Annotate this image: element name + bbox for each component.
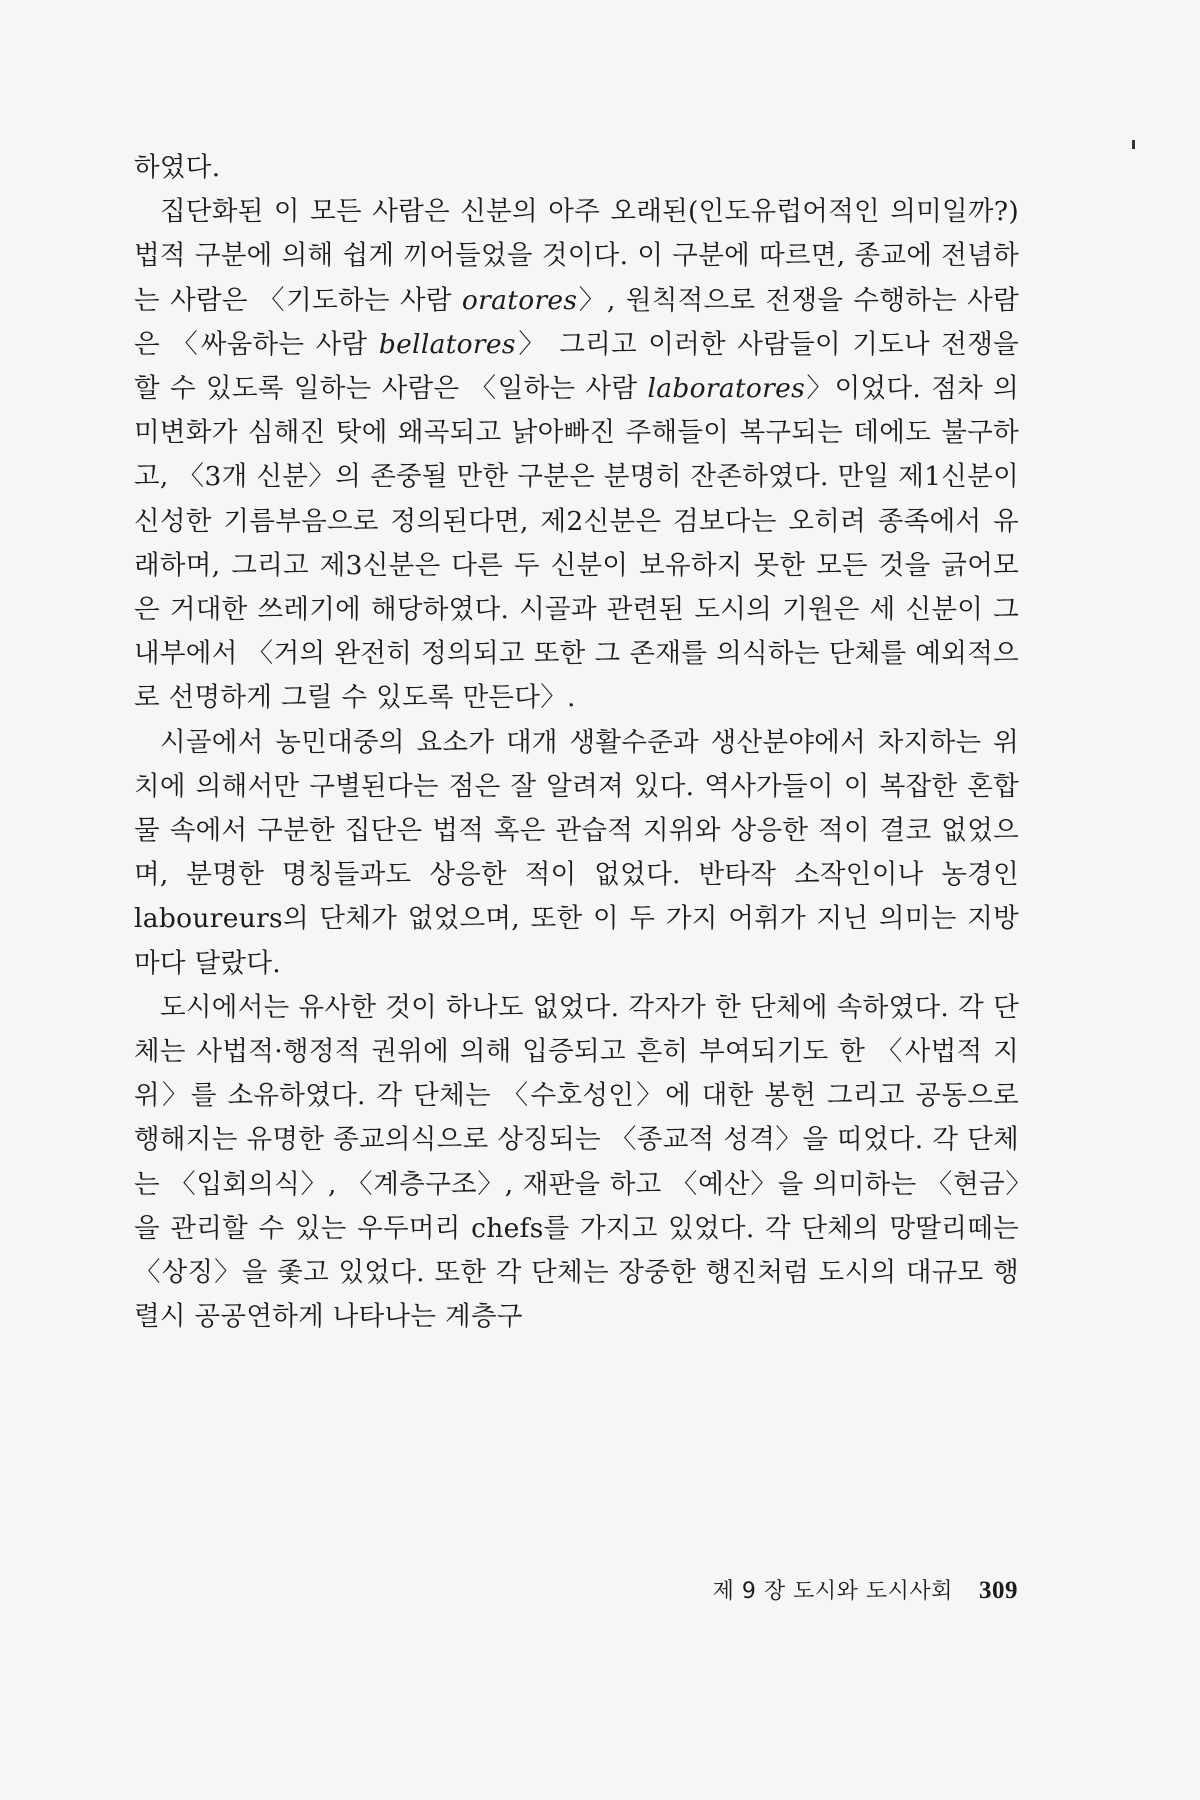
paragraph-1-text-b: 〉, 원칙적으로 전쟁을 수행하는 사람은 〈싸움하는 사람 [134, 284, 1019, 360]
paragraph-1-text-a: 집단화된 이 모든 사람은 신분의 아주 오래된(인도유럽어적인 의미일까?) 법적 구분에 의해 쉽게 끼어들었을 것이다. 이 구분에 따르면, 종교에 전념하는 사람은 〈기도하는 사람 [134, 196, 1019, 316]
latin-term-laboratores: laboratores [647, 373, 806, 405]
paragraph-1-text-c: 〉 그리고 이러한 사람들이 기도나 전쟁을 할 수 있도록 일하는 사람은 〈일하는 사람 [134, 328, 1020, 405]
margin-mark [1132, 140, 1135, 149]
page-footer [713, 1574, 1018, 1605]
body-text [134, 146, 1019, 1339]
latin-term-bellatores: bellatores [378, 328, 516, 360]
paragraph-continuation: 하였다. [134, 152, 221, 183]
paragraph-3: 도시에서는 유사한 것이 하나도 없었다. 각자가 한 단체에 속하였다. 각 단체는 사법적·행정적 권위에 의해 입증되고 흔히 부여되기도 한 〈사법적 지위〉를 소유하였다. 각 단체는 〈수호성인〉에 대한 봉헌 그리고 공동으로 행해지는 유명한 종교의식으로 상징되는 〈종교적 성격〉을 띠었다. 각 단체는 〈입회의식〉, 〈계층구조〉, 재판을 하고 〈예산〉을 의미하는 〈현금〉을 관리할 수 있는 우두머리 chefs를 가지고 있었다. 각 단체의 망딸리떼는 〈상징〉을 좇고 있었다. 또한 각 단체는 장중한 행진처럼 도시의 대규모 행렬시 공공연하게 나타나는 계층구 [134, 991, 1019, 1333]
paragraph-1 [134, 190, 1019, 720]
page-number: 309 [979, 1577, 1018, 1604]
running-footer-chapter: 제 9 장 도시와 도시사회 [712, 1579, 953, 1604]
paragraph-1-text-d: 〉이었다. 점차 의미변화가 심해진 탓에 왜곡되고 낡아빠진 주해들이 복구되는 데에도 불구하고, 〈3개 신분〉의 존중될 만한 구분은 분명히 잔존하였다. 만일 제1신분이 신성한 기름부음으로 정의된다면, 제2신분은 검보다는 오히려 종족에서 유래하며, 그리고 제3신분은 다른 두 신분이 보유하지 못한 모든 것을 긁어모은 거대한 쓰레기에 해당하였다. 시골과 관련된 도시의 기원은 세 신분이 그 내부에서 〈거의 완전히 정의되고 또한 그 존재를 의식하는 단체를 예외적으로 선명하게 그릴 수 있도록 만든다〉. [134, 373, 1020, 714]
latin-term-oratores: oratores [461, 284, 578, 316]
paragraph-2: 시골에서 농민대중의 요소가 대개 생활수준과 생산분야에서 차지하는 위치에 의해서만 구별된다는 점은 잘 알려져 있다. 역사가들이 이 복잡한 혼합물 속에서 구분한 집단은 법적 혹은 관습적 지위와 상응한 적이 결코 없었으며, 분명한 명칭들과도 상응한 적이 없었다. 반타작 소작인이나 농경인 laboureurs의 단체가 없었으며, 또한 이 두 가지 어휘가 지닌 의미는 지방마다 달랐다. [134, 726, 1019, 979]
